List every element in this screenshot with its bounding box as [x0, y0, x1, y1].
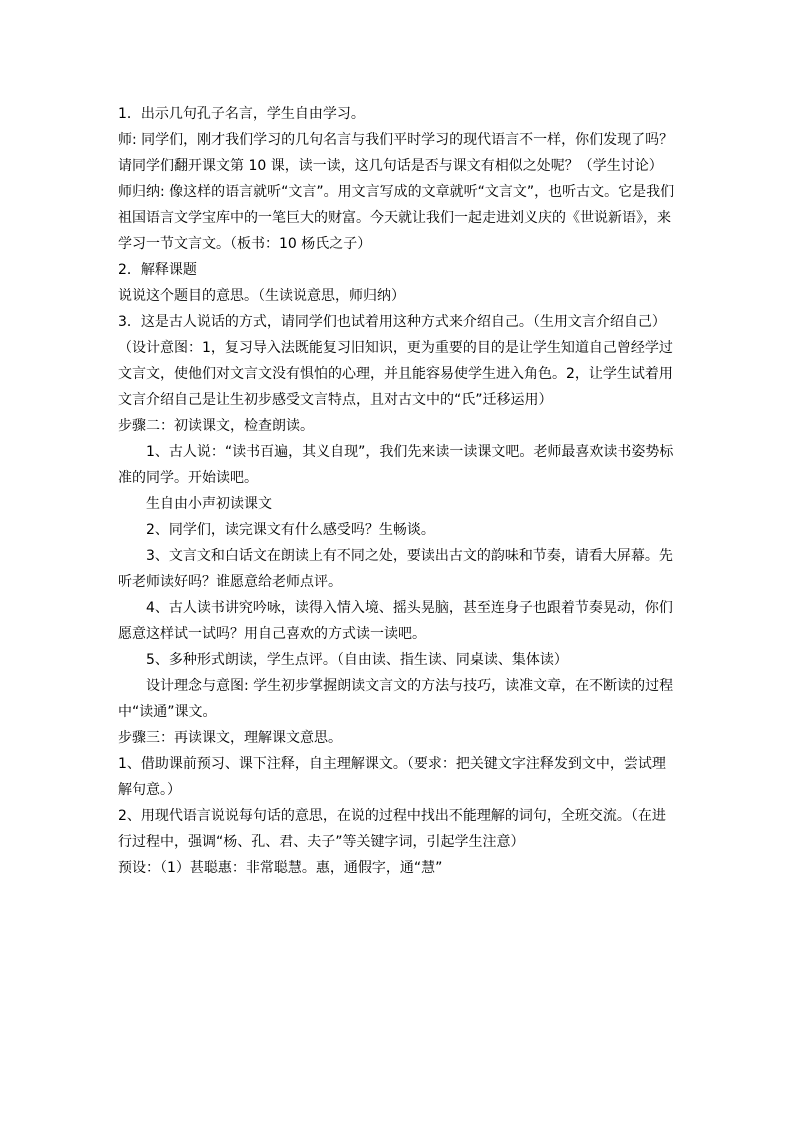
document-body — [118, 101, 678, 881]
paragraph-14: 5、多种形式朗读，学生点评。（自由读、指生读、同桌读、集体读） — [146, 652, 568, 668]
step-three-heading: 步骤三：再读课文，理解课文意思。 — [118, 730, 342, 746]
step-two-heading: 步骤二：初读课文，检查朗读。 — [118, 418, 314, 434]
paragraph-18: 2、用现代语言说说每句话的意思，在说的过程中找出不能理解的词句，全班交流。（在进行过程中，强调“杨、孔、君、夫子”等关键字词，引起学生注意） — [118, 808, 666, 850]
paragraph-13: 4、古人读书讲究吟咏，读得入情入境、摇头晃脑，甚至连身子也跟着节奏晃动，你们愿意这样试一试吗？用自己喜欢的方式读一读吧。 — [118, 600, 673, 642]
paragraph-6: 3．这是古人说话的方式，请同学们也试着用这种方式来介绍自己。（生用文言介绍自己） — [118, 314, 666, 330]
paragraph-7-design-intent: （设计意图：1，复习导入法既能复习旧知识，更为重要的目的是让学生知道自己曾经学过文言文，使他们对文言文没有惧怕的心理，并且能容易使学生进入角色。2，让学生试着用文言介绍自己是让生初步感受文言特点，且对古文中的“氏”迁移运用） — [118, 340, 673, 408]
paragraph-19: 预设：（1）甚聪惠：非常聪慧。惠，通假字，通“慧” — [118, 860, 443, 876]
paragraph-2: 师: 同学们，刚才我们学习的几句名言与我们平时学习的现代语言不一样，你们发现了吗？请同学们翻开课文第 10 课，读一读，这几句话是否与课文有相似之处呢？（学生讨论） — [118, 132, 674, 174]
paragraph-10: 生自由小声初读课文 — [146, 496, 272, 512]
paragraph-9: 1、古人说：“读书百遍，其义自现”，我们先来读一读课文吧。老师最喜欢读书姿势标准的同学。开始读吧。 — [118, 444, 674, 486]
paragraph-1: 1．出示几句孔子名言，学生自由学习。 — [118, 106, 365, 122]
paragraph-11: 2、同学们，读完课文有什么感受吗？生畅谈。 — [146, 522, 435, 538]
paragraph-3: 师归纳: 像这样的语言就听“文言”。用文言写成的文章就听“文言文”，也听古文。它是我们祖国语言文学宝库中的一笔巨大的财富。今天就让我们一起走进刘义庆的《世说新语》，来学习一节文言文。（板书：10 杨氏之子） — [118, 184, 675, 252]
paragraph-12: 3、文言文和白话文在朗读上有不同之处，要读出古文的韵味和节奏，请看大屏幕。先听老师读好吗？谁愿意给老师点评。 — [118, 548, 673, 590]
paragraph-5: 说说这个题目的意思。（生读说意思，师归纳） — [118, 288, 405, 304]
paragraph-15-design-intent: 设计理念与意图: 学生初步掌握朗读文言文的方法与技巧，读准文章，在不断读的过程中“读通”课文。 — [118, 678, 674, 720]
paragraph-4-heading: 2．解释课题 — [118, 262, 197, 278]
paragraph-17: 1、借助课前预习、课下注释，自主理解课文。（要求：把关键文字注释发到文中，尝试理解句意。） — [118, 756, 666, 798]
